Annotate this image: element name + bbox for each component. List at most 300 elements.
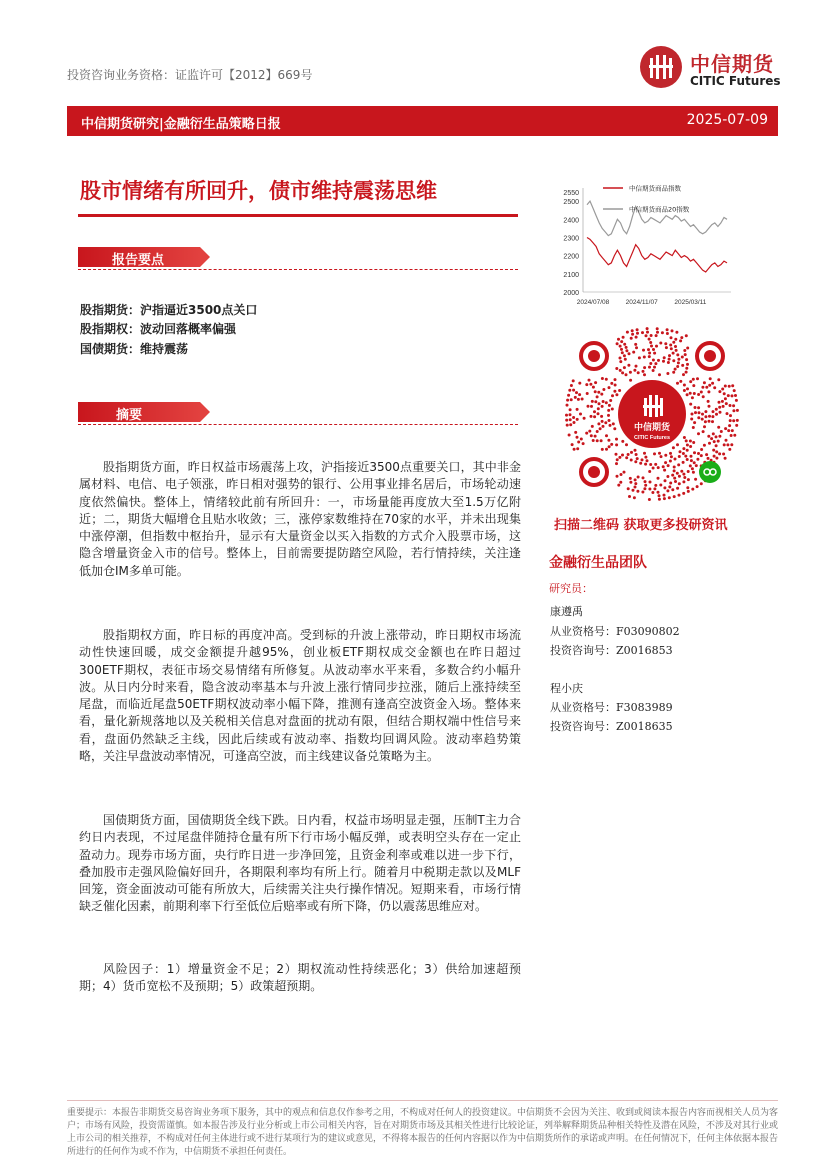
qr-dot [600,393,603,396]
y-tick-label: 2200 [563,253,579,261]
qr-dot [657,491,660,494]
qr-dot [683,436,686,439]
qr-dot [600,439,603,442]
qr-dot [693,461,696,464]
qr-dot [686,393,689,396]
qr-dot [648,488,651,491]
qr-dot [667,464,670,467]
qr-dot [729,414,732,417]
qr-dot [682,480,685,483]
qr-dot [649,362,652,365]
qr-dot [687,470,690,473]
qr-dot [643,487,646,490]
qr-dot [607,409,610,412]
analyst-consult-id: 投资咨询号：Z0018635 [550,720,673,733]
qr-dot [733,389,736,392]
qr-dot [590,434,593,437]
qr-dot [717,378,720,381]
qr-dot [583,417,586,420]
qr-dot [649,481,652,484]
qr-dot [570,384,573,387]
qr-dot [702,395,705,398]
qr-dot [685,371,688,374]
qr-dot [591,400,594,403]
qr-dot [676,443,679,446]
qr-dot [570,398,573,401]
qr-dot [608,404,611,407]
qr-dot [663,494,666,497]
qr-dot [631,329,634,332]
qr-dot [685,358,688,361]
qr-dot [689,445,692,448]
qr-dot [736,409,739,412]
y-tick-label: 2400 [563,217,579,225]
qr-dot [736,419,739,422]
qr-dot [590,405,593,408]
qr-dot [663,356,666,359]
qr-dot [689,464,692,467]
analyst-qualification: 从业资格号：F03090802 [550,625,680,638]
qr-dot [707,390,710,393]
qr-dot [676,353,679,356]
qr-dot [713,440,716,443]
qr-dot [656,331,659,334]
qr-dot [685,439,688,442]
qr-dot [668,354,671,357]
qr-dot [614,384,617,387]
qr-dot [597,422,600,425]
qr-dot [641,458,644,461]
qr-dot [616,475,619,478]
qr-dot [594,400,597,403]
qr-dot [707,435,710,438]
qr-dot [663,469,666,472]
qr-dot [701,418,704,421]
qr-dot [569,423,572,426]
qr-dot [605,448,608,451]
qr-dot [652,467,655,470]
company-logo [640,46,810,96]
qr-dot [666,332,669,335]
qr-dot [729,404,732,407]
qr-dot [732,409,735,412]
qr-dot [692,426,695,429]
qr-dot [718,390,721,393]
qr-dot [678,482,681,485]
analyst-qualification: 从业资格号：F3083989 [550,701,673,714]
qr-dot [689,403,692,406]
qr-dot [605,378,608,381]
qr-dot [689,392,692,395]
qr-dot [694,478,697,481]
qr-dot [598,402,601,405]
qr-dot [619,369,622,372]
qr-dot [629,371,632,374]
qr-dot [693,392,696,395]
qr-dot [566,404,569,407]
qr-dot [721,400,724,403]
qr-dot [642,370,645,373]
qr-dot [581,398,584,401]
qr-dot [687,490,690,493]
qr-dot [727,429,730,432]
qr-dot [666,372,669,375]
qr-dot [662,360,665,363]
qr-dot [652,359,655,362]
qr-dot [708,384,711,387]
qr-dot [683,389,686,392]
qr-dot [626,331,629,334]
qr-dot [576,436,579,439]
qr-dot [587,405,590,408]
qr-dot [582,442,585,445]
qr-dot [672,341,675,344]
qr-dot [684,455,687,458]
qr-dot [576,418,579,421]
qr-dot [734,394,737,397]
qr-dot [659,484,662,487]
license-text: 投资咨询业务资格：证监许可【2012】669号 [67,68,313,82]
series-line [587,238,727,273]
qr-dot [639,462,642,465]
qr-dot [653,366,656,369]
qr-dot [724,457,727,460]
logo-emblem-icon [640,46,682,88]
qr-dot [683,384,686,387]
qr-dot [692,471,695,474]
qr-dot [657,477,660,480]
legend-label: 中信期货商品20指数 [629,205,690,214]
qr-dot [633,496,636,499]
qr-dot [724,427,727,430]
qr-dot [708,405,711,408]
qr-dot [590,415,593,418]
qr-dot [586,392,589,395]
qr-dot [677,361,680,364]
logo-text-en: CITIC Futures [690,74,781,88]
qr-dot [682,447,685,450]
qr-dot [576,447,579,450]
qr-dot [700,482,703,485]
qr-dot [650,345,653,348]
qr-dot [656,327,659,330]
qr-dot [731,384,734,387]
qr-dot [652,369,655,372]
qr-dot [675,331,678,334]
qr-dot [634,460,637,463]
qr-dot [644,484,647,487]
qr-dot [628,495,631,498]
qr-dot [682,461,685,464]
qr-dot [610,443,613,446]
qr-dot [621,351,624,354]
qr-dot [635,336,638,339]
qr-dot [649,341,652,344]
qr-dot [732,404,735,407]
qr-dot [695,464,698,467]
qr-code[interactable] [564,326,740,502]
qr-dot [627,364,630,367]
qr-dot [607,414,610,417]
qr-dot [594,381,597,384]
qr-dot [621,371,624,374]
qr-dot [634,343,637,346]
qr-dot [596,395,599,398]
qr-dot [567,394,570,397]
qr-caption: 扫描二维码 获取更多投研资讯 [554,518,728,533]
qr-dot [692,378,695,381]
qr-dot [689,440,692,443]
qr-dot [663,497,666,500]
qr-dot [615,443,618,446]
qr-dot [685,334,688,337]
qr-dot [604,421,607,424]
qr-logo-text-cn: 中信期货 [633,423,671,433]
qr-dot [659,342,662,345]
qr-dot [651,491,654,494]
qr-dot [719,411,722,414]
qr-dot [620,473,623,476]
qr-dot [565,414,568,417]
qr-dot [732,419,735,422]
qr-dot [672,371,675,374]
qr-dot [664,454,667,457]
qr-dot [683,476,686,479]
qr-dot [572,416,575,419]
qr-dot [629,477,632,480]
qr-dot [566,399,569,402]
qr-dot [648,498,651,501]
qr-dot [569,408,572,411]
qr-dot [630,459,633,462]
qr-dot [697,393,700,396]
qr-dot [593,410,596,413]
qr-dot [578,393,581,396]
qr-dot [655,334,658,337]
report-title: 股市情绪有所回升，债市维持震荡思维 [80,179,437,203]
qr-dot [728,424,731,427]
qr-dot [622,336,625,339]
qr-dot [673,477,676,480]
qr-dot [629,481,632,484]
qr-dot [668,485,671,488]
qr-dot [630,451,633,454]
qr-dot [625,346,628,349]
qr-dot [592,439,595,442]
qr-dot [599,427,602,430]
qr-dot [666,475,669,478]
qr-dot [712,449,715,452]
qr-code-image[interactable] [564,326,740,502]
qr-dot [678,455,681,458]
qr-dot [572,379,575,382]
qr-dot [577,441,580,444]
qr-dot [693,451,696,454]
qr-dot [723,443,726,446]
qr-dot [572,389,575,392]
qr-dot [630,337,633,340]
qr-dot [624,358,627,361]
qr-dot [575,391,578,394]
qr-dot [722,453,725,456]
qr-dot [697,416,700,419]
qr-dot [615,367,618,370]
qr-dot [681,364,684,367]
qr-dot [664,461,667,464]
qr-dot [619,357,622,360]
qr-dot [573,421,576,424]
qr-dot [715,408,718,411]
qr-dot [675,349,678,352]
qr-dot [646,331,649,334]
qr-dot [715,450,718,453]
qr-dot [647,348,650,351]
qr-dot [731,429,734,432]
qr-dot [723,392,726,395]
qr-dot [686,449,689,452]
y-tick-label: 2300 [563,235,579,243]
qr-dot [711,382,714,385]
qr-dot [677,358,680,361]
qr-dot [658,498,661,501]
qr-dot [646,459,649,462]
qr-dot [700,454,703,457]
qr-dot [673,466,676,469]
logo-text-cn: 中信期货 [690,52,774,76]
report-banner [67,106,778,136]
qr-dot [623,366,626,369]
qr-dot [678,475,681,478]
qr-dot [601,405,604,408]
qr-dot [718,452,721,455]
qr-dot [618,389,621,392]
qr-dot [676,382,679,385]
qr-dot [692,441,695,444]
qr-dot [642,476,645,479]
qr-dot [669,460,672,463]
summary-paragraph-equity-options: 股指期权方面，昨日标的再度冲高。受到标的升波上涨带动，昨日期权市场流动性快速回暖，成交金额提升越95%，创业板ETF期权成交金额也在昨日超过300ETF期权，表征市场交易情绪有所修复。从波动率水平来看，多数合约小幅升波。从日内分时来看，隐含波动率基本与升波上涨行情同步拉涨，随后上涨持续至尾盘，而临近尾盘50ETF期权波动率小幅下降，推测有逢高空波资金入场。整体来看，量化新规落地以及关税相关信息对盘面的扰动有限，但结合期权端中性信号来看，盘面仍然缺乏主线，因此后续或有波动率、指数均回调风险。波动率趋势策略，关注早盘波动率情况，可逢高空波，而主线建议备兑策略为主。 [79,628,521,764]
qr-dot [597,407,600,410]
qr-dot [669,482,672,485]
qr-dot [627,453,630,456]
qr-dot [642,349,645,352]
qr-dot [588,379,591,382]
qr-dot [692,384,695,387]
qr-dot [715,435,718,438]
qr-dot [663,486,666,489]
qr-dot [709,377,712,380]
qr-dot [697,406,700,409]
summary-heading-label: 摘要 [116,408,143,423]
qr-dot [628,352,631,355]
qr-dot [724,397,727,400]
qr-dot [643,373,646,376]
qr-dot [666,328,669,331]
qr-dot [571,443,574,446]
qr-dot [691,467,694,470]
qr-dot [671,488,674,491]
qr-dot [619,360,622,363]
qr-dot [686,486,689,489]
qr-dot [718,401,721,404]
qr-dot [638,356,641,359]
qr-dot [658,494,661,497]
qr-dot [609,424,612,427]
qr-dot [708,442,711,445]
x-tick-label: 2024/11/07 [625,299,658,306]
qr-dot [576,408,579,411]
qr-dot [635,346,638,349]
qr-dot [636,328,639,331]
qr-dot [662,465,665,468]
qr-dot [735,399,738,402]
qr-dot [579,413,582,416]
qr-dot [701,386,704,389]
summary-paragraph-equity-futures: 股指期货方面，昨日权益市场震荡上攻，沪指接近3500点重要关口，其中非金属材料、电信、电子领涨，昨日相对强势的银行、公用事业排名居后，市场轮动速度依然偏快。整体上，情绪较此前有所回升：一，市场量能再度放大至1.5万亿附近；二，期货大幅增仓且贴水收敛；三，涨停家数维持在70家的水平，并未出现集中涨停潮，但指数中枢抬升，显示有大量资金以买入指数的方式介入股票市场，这隐含增量资金入市的信号。整体上，目前需要提防踏空风险，若行情持续，关注逢低加仓IM多单可能。 [79,460,521,578]
qr-dot [636,457,639,460]
qr-dot [573,448,576,451]
qr-dot [636,332,639,335]
qr-dot [620,348,623,351]
qr-dot [619,345,622,348]
key-points-heading-label: 报告要点 [112,253,165,268]
qr-dot [685,367,688,370]
y-tick-label: 2550 [563,190,579,197]
qr-dot [680,470,683,473]
qr-dot [676,365,679,368]
qr-dot [668,496,671,499]
qr-dot [615,393,618,396]
disclaimer-text: 重要提示：本报告非期货交易咨询业务项下服务，其中的观点和信息仅作参考之用，不构成对任何人的投资建议。中信期货不会因为关注、收到或阅读本报告内容而视相关人员为客户；市场有风险，投资需谨慎。如本报告涉及行业分析或上市公司相关内容，旨在对期货市场及其相关性进行比较论证，列举解释期货品种相关特性及潜在风险，不涉及对其行业或上市公司的相关推荐，不构成对任何主体进行或不进行某项行为的建议或意见，不得将本报告的任何内容据以作为中信期货所作的承诺或声明。在任何情况下，任何主体依据本报告所进行的任何作为或不作为，中信期货不承担任何责任。 [67,1108,779,1157]
qr-dot [703,444,706,447]
x-tick-label: 2024/07/08 [576,299,610,306]
qr-dot [700,391,703,394]
qr-dot [610,382,613,385]
qr-dot [665,346,668,349]
qr-dot [625,443,628,446]
qr-dot [648,338,651,341]
qr-dot [577,398,580,401]
qr-dot [682,473,685,476]
qr-dot [602,425,605,428]
qr-dot [615,462,618,465]
qr-dot [674,458,677,461]
qr-dot [616,342,619,345]
qr-dot [585,383,588,386]
qr-dot [594,390,597,393]
qr-dot [648,470,651,473]
qr-dot [686,347,689,350]
qr-dot [704,420,707,423]
qr-dot [679,339,682,342]
qr-dot [653,352,656,355]
qr-dot [607,439,610,442]
qr-dot [646,327,649,330]
qr-dot [694,406,697,409]
qr-dot [636,490,639,493]
qr-dot [625,373,628,376]
qr-dot [654,484,657,487]
qr-dot [707,400,710,403]
qr-logo-text-en: CITIC Futures [633,435,671,441]
qr-dot [641,491,644,494]
summary-paragraph-risk-factors: 风险因子：1）增量资金不足；2）期权流动性持续恶化；3）供给加速超预期；4）货币宽松不及预期；5）政策超预期。 [79,962,521,994]
qr-dot [689,380,692,383]
qr-dot [702,430,705,433]
qr-dot [694,411,697,414]
qr-dot [690,418,693,421]
qr-dot [648,355,651,358]
